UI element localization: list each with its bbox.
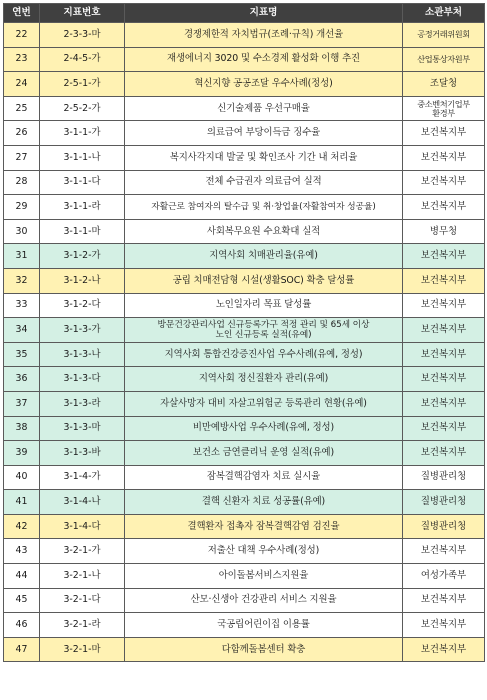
cell-no: 23 — [4, 47, 40, 72]
cell-no: 44 — [4, 564, 40, 589]
cell-code: 2-5-1-가 — [40, 72, 125, 97]
header-no: 연번 — [4, 4, 40, 23]
cell-no: 45 — [4, 588, 40, 613]
cell-dept: 보건복지부 — [403, 121, 485, 146]
cell-name: 혁신지향 공공조달 우수사례(정성) — [125, 72, 403, 97]
cell-code: 3-1-4-다 — [40, 514, 125, 539]
cell-no: 47 — [4, 637, 40, 662]
cell-code: 3-1-2-나 — [40, 268, 125, 293]
cell-dept: 질병관리청 — [403, 514, 485, 539]
cell-no: 29 — [4, 195, 40, 220]
cell-name: 사회복무요원 수요확대 실적 — [125, 219, 403, 244]
cell-code: 3-1-3-나 — [40, 342, 125, 367]
cell-dept: 조달청 — [403, 72, 485, 97]
cell-dept: 공정거래위원회 — [403, 23, 485, 48]
table-row — [4, 170, 485, 195]
cell-code: 3-1-1-가 — [40, 121, 125, 146]
table-row — [4, 588, 485, 613]
cell-code: 3-1-3-가 — [40, 318, 125, 343]
cell-code: 2-5-2-가 — [40, 96, 125, 121]
table-row — [4, 47, 485, 72]
cell-no: 22 — [4, 23, 40, 48]
cell-no: 27 — [4, 145, 40, 170]
cell-no: 32 — [4, 268, 40, 293]
cell-dept: 보건복지부 — [403, 268, 485, 293]
cell-no: 42 — [4, 514, 40, 539]
cell-dept: 보건복지부 — [403, 637, 485, 662]
cell-dept: 질병관리청 — [403, 490, 485, 515]
cell-no: 34 — [4, 318, 40, 343]
cell-dept: 병무청 — [403, 219, 485, 244]
cell-name: 경쟁제한적 자치법규(조례·규칙) 개선율 — [125, 23, 403, 48]
cell-code: 3-1-3-다 — [40, 367, 125, 392]
table-row — [4, 539, 485, 564]
cell-no: 30 — [4, 219, 40, 244]
cell-name: 신기술제품 우선구매율 — [125, 96, 403, 121]
cell-dept: 보건복지부 — [403, 145, 485, 170]
cell-name: 보건소 금연클리닉 운영 실적(유예) — [125, 441, 403, 466]
cell-name: 공립 치매전담형 시설(생활SOC) 확충 달성률 — [125, 268, 403, 293]
cell-no: 35 — [4, 342, 40, 367]
cell-dept: 중소벤처기업부 환경부 — [403, 96, 485, 121]
table-row — [4, 391, 485, 416]
table-row — [4, 318, 485, 343]
cell-dept: 산업통상자원부 — [403, 47, 485, 72]
cell-name: 잠복결핵감염자 치료 실시율 — [125, 465, 403, 490]
cell-code: 3-1-3-마 — [40, 416, 125, 441]
cell-no: 24 — [4, 72, 40, 97]
cell-no: 26 — [4, 121, 40, 146]
cell-dept: 보건복지부 — [403, 367, 485, 392]
header-dept: 소관부처 — [403, 4, 485, 23]
cell-no: 28 — [4, 170, 40, 195]
cell-name: 복지사각지대 발굴 및 확인조사 기간 내 처리율 — [125, 145, 403, 170]
cell-dept: 보건복지부 — [403, 342, 485, 367]
cell-dept: 보건복지부 — [403, 195, 485, 220]
cell-code: 3-2-1-가 — [40, 539, 125, 564]
cell-name: 아이돌봄서비스지원율 — [125, 564, 403, 589]
table-row — [4, 637, 485, 662]
cell-name: 결핵 신환자 치료 성공률(유예) — [125, 490, 403, 515]
cell-name: 지역사회 통합건강증진사업 우수사례(유예, 정성) — [125, 342, 403, 367]
table-row — [4, 564, 485, 589]
table-row — [4, 465, 485, 490]
cell-no: 41 — [4, 490, 40, 515]
cell-code: 3-2-1-나 — [40, 564, 125, 589]
cell-dept: 여성가족부 — [403, 564, 485, 589]
cell-code: 3-1-4-나 — [40, 490, 125, 515]
cell-name: 지역사회 정신질환자 관리(유예) — [125, 367, 403, 392]
cell-name: 전체 수급권자 의료급여 실적 — [125, 170, 403, 195]
cell-name: 방문건강관리사업 신규등록가구 적정 관리 및 65세 이상 노인 신규등록 실적(유예) — [125, 318, 403, 343]
cell-no: 31 — [4, 244, 40, 269]
cell-name: 지역사회 치매관리율(유예) — [125, 244, 403, 269]
header-code: 지표번호 — [40, 4, 125, 23]
table-row — [4, 514, 485, 539]
cell-dept: 보건복지부 — [403, 244, 485, 269]
cell-no: 40 — [4, 465, 40, 490]
cell-dept: 보건복지부 — [403, 170, 485, 195]
table-row — [4, 72, 485, 97]
table-row — [4, 121, 485, 146]
table-row — [4, 145, 485, 170]
cell-no: 36 — [4, 367, 40, 392]
cell-no: 43 — [4, 539, 40, 564]
table-row — [4, 490, 485, 515]
cell-dept: 질병관리청 — [403, 465, 485, 490]
table-row — [4, 613, 485, 638]
table-row — [4, 244, 485, 269]
cell-code: 3-1-2-가 — [40, 244, 125, 269]
cell-dept: 보건복지부 — [403, 318, 485, 343]
cell-no: 39 — [4, 441, 40, 466]
cell-dept: 보건복지부 — [403, 441, 485, 466]
table-row — [4, 268, 485, 293]
cell-code: 3-1-4-가 — [40, 465, 125, 490]
cell-name: 의료급여 부당이득금 징수율 — [125, 121, 403, 146]
cell-name: 다함께돌봄센터 확충 — [125, 637, 403, 662]
table-row — [4, 367, 485, 392]
cell-code: 3-1-1-나 — [40, 145, 125, 170]
cell-no: 46 — [4, 613, 40, 638]
cell-name: 노인일자리 목표 달성률 — [125, 293, 403, 318]
cell-no: 33 — [4, 293, 40, 318]
cell-no: 25 — [4, 96, 40, 121]
cell-code: 2-3-3-마 — [40, 23, 125, 48]
table-row — [4, 293, 485, 318]
cell-no: 37 — [4, 391, 40, 416]
cell-name: 자활근로 참여자의 탈수급 및 취·창업율(자활참여자 성공율) — [125, 195, 403, 220]
cell-dept: 보건복지부 — [403, 588, 485, 613]
table-row — [4, 23, 485, 48]
table-row — [4, 342, 485, 367]
table-row — [4, 416, 485, 441]
table-row — [4, 195, 485, 220]
cell-code: 3-1-3-라 — [40, 391, 125, 416]
cell-dept: 보건복지부 — [403, 613, 485, 638]
cell-name: 자살사망자 대비 자살고위험군 등록관리 현황(유예) — [125, 391, 403, 416]
cell-code: 3-1-1-라 — [40, 195, 125, 220]
cell-name: 비만예방사업 우수사례(유예, 정성) — [125, 416, 403, 441]
cell-code: 3-2-1-라 — [40, 613, 125, 638]
header-row — [4, 4, 485, 23]
table-row — [4, 96, 485, 121]
header-name: 지표명 — [125, 4, 403, 23]
cell-dept: 보건복지부 — [403, 539, 485, 564]
cell-dept: 보건복지부 — [403, 391, 485, 416]
cell-dept: 보건복지부 — [403, 416, 485, 441]
cell-code: 2-4-5-가 — [40, 47, 125, 72]
cell-code: 3-1-2-다 — [40, 293, 125, 318]
cell-code: 3-1-3-바 — [40, 441, 125, 466]
cell-name: 결핵환자 접촉자 잠복결핵감염 검진율 — [125, 514, 403, 539]
table-row — [4, 219, 485, 244]
cell-code: 3-1-1-마 — [40, 219, 125, 244]
cell-no: 38 — [4, 416, 40, 441]
cell-dept: 보건복지부 — [403, 293, 485, 318]
cell-name: 재생에너지 3020 및 수소경제 활성화 이행 추진 — [125, 47, 403, 72]
cell-code: 3-1-1-다 — [40, 170, 125, 195]
cell-code: 3-2-1-다 — [40, 588, 125, 613]
table-row — [4, 441, 485, 466]
indicator-table — [3, 3, 485, 662]
cell-name: 저출산 대책 우수사례(정성) — [125, 539, 403, 564]
cell-name: 국공립어린이집 이용률 — [125, 613, 403, 638]
cell-name: 산모·신생아 건강관리 서비스 지원율 — [125, 588, 403, 613]
cell-code: 3-2-1-마 — [40, 637, 125, 662]
